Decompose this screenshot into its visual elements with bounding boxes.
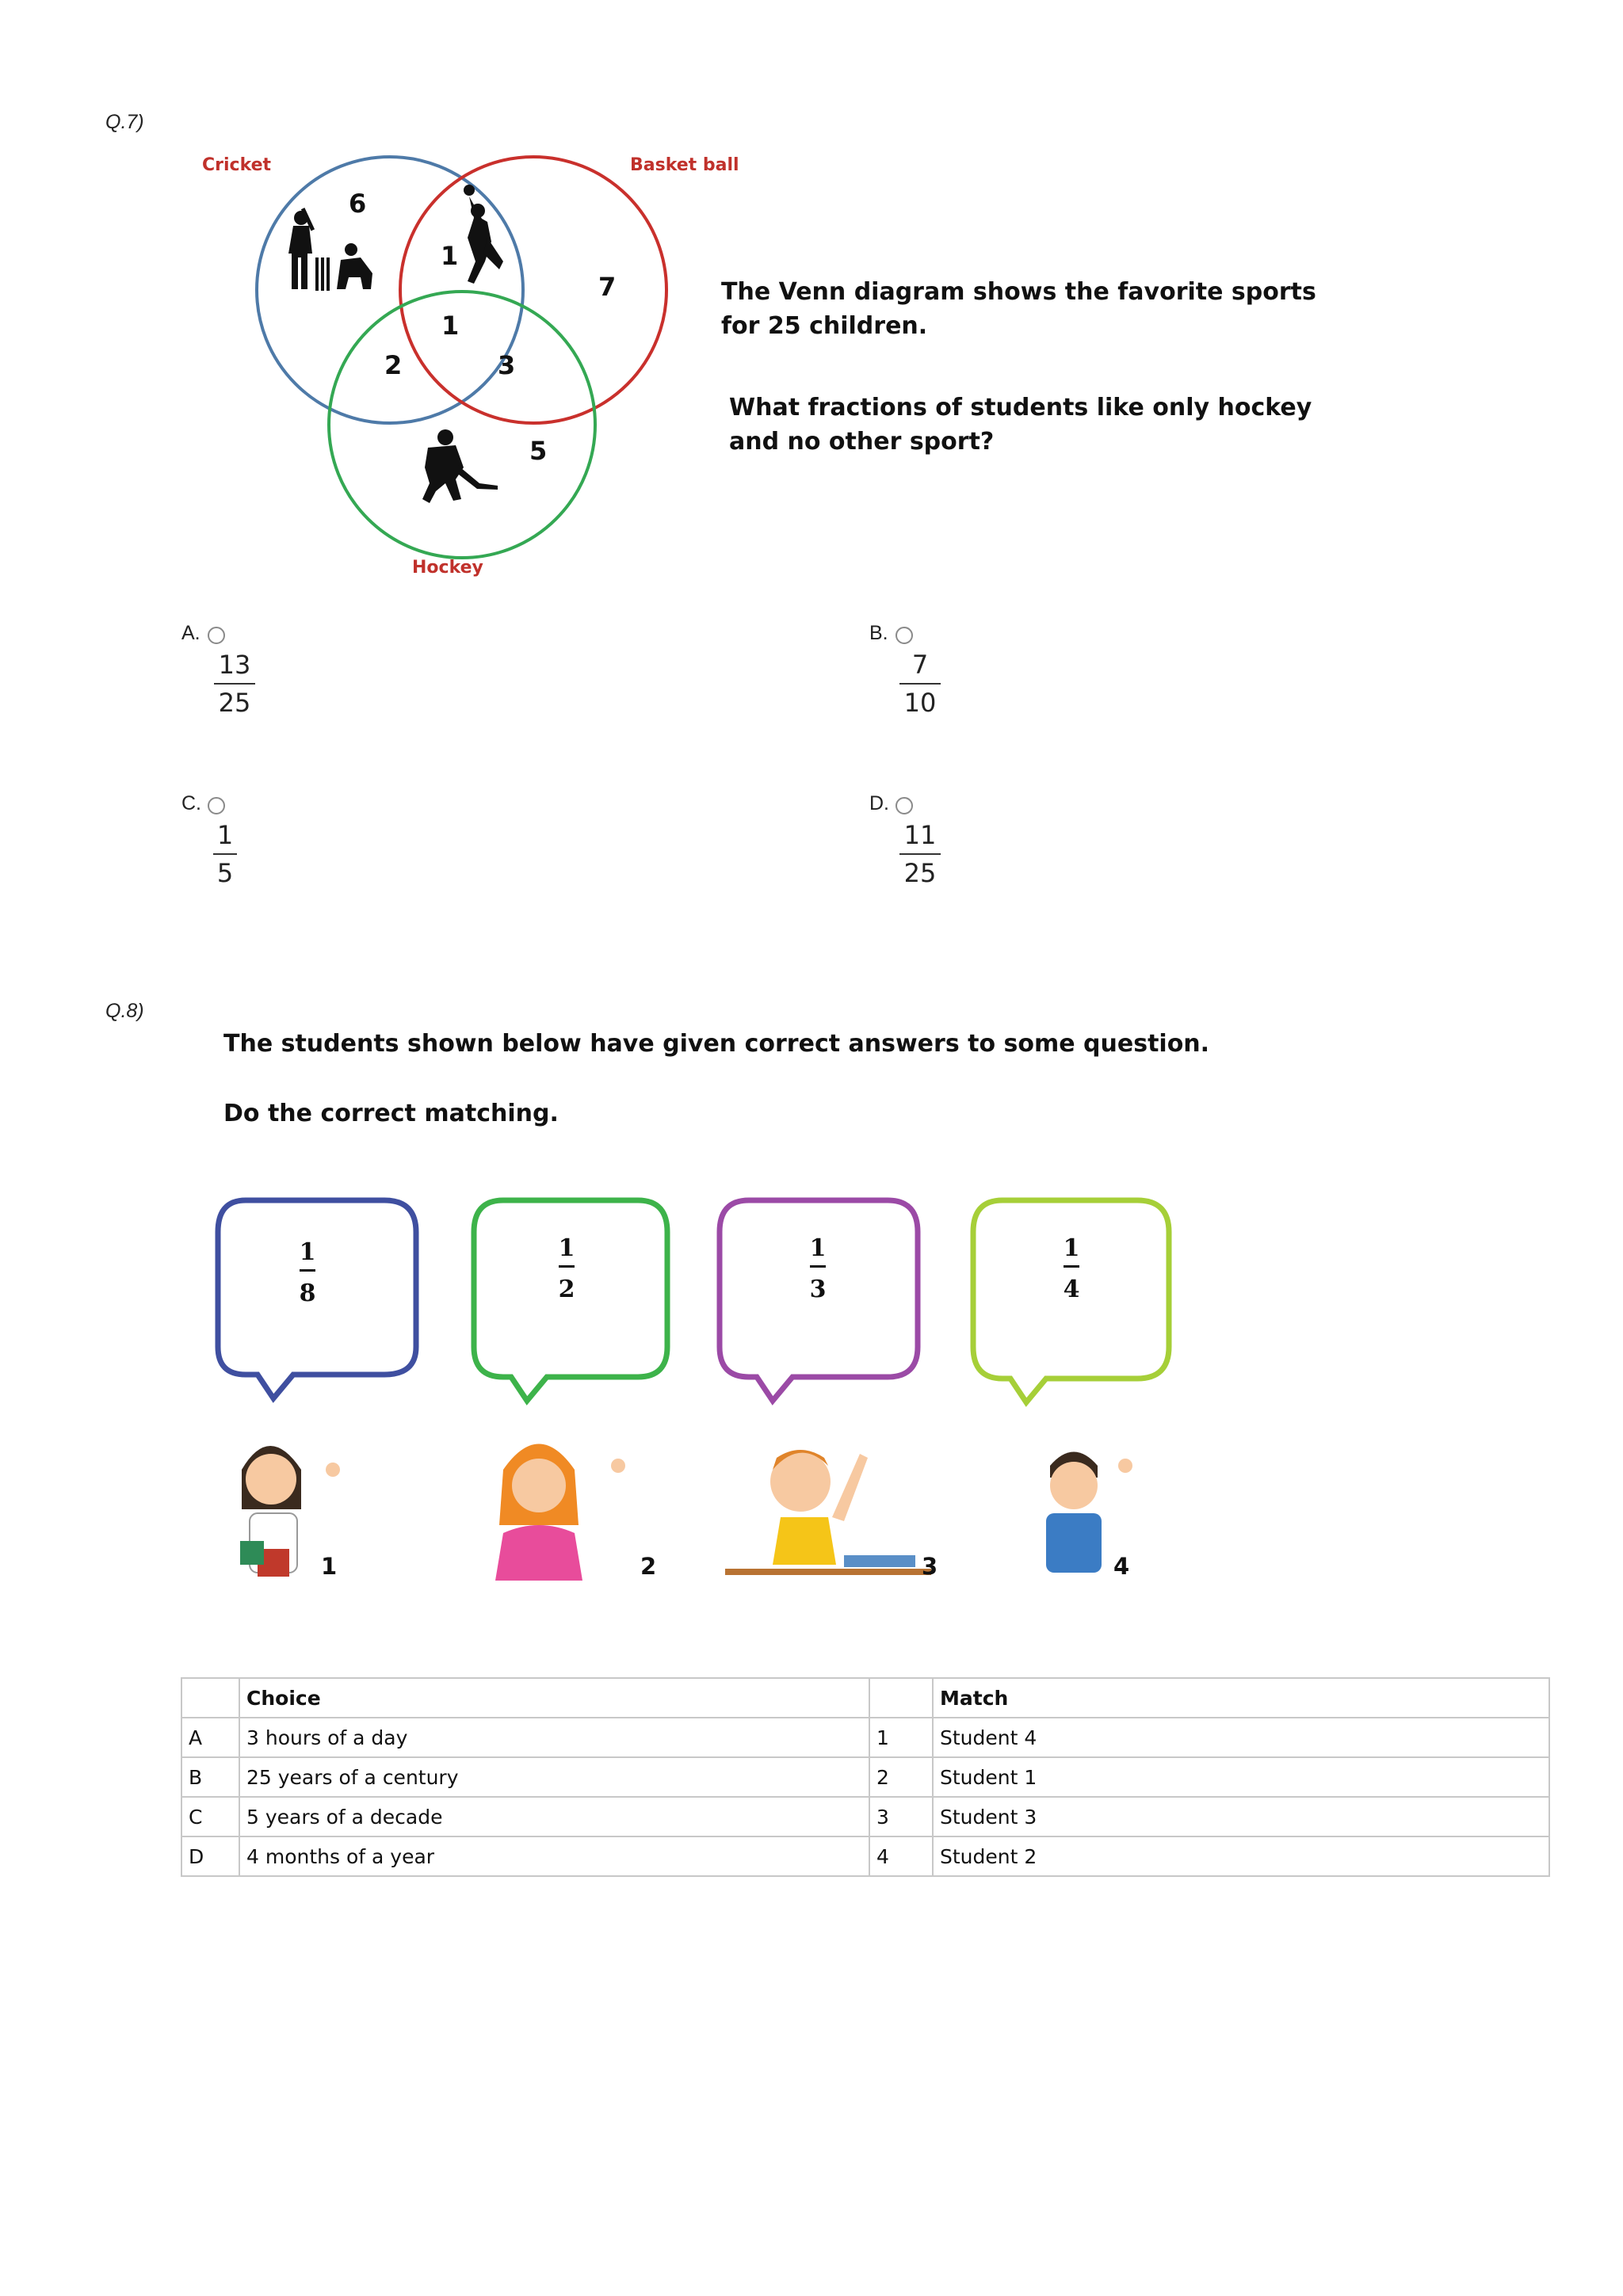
bubble-4-denominator: 4 [1063, 1276, 1080, 1303]
venn-statement [721, 275, 1316, 343]
row-choice: 25 years of a century [239, 1757, 869, 1797]
student-4-number: 4 [1113, 1553, 1130, 1580]
fraction-bar [1064, 1265, 1079, 1268]
option-d-fraction [899, 820, 941, 888]
fraction-bar [899, 683, 941, 685]
question-number-8: Q.8) [105, 1000, 144, 1022]
row-letter: D [181, 1836, 239, 1876]
student-2-number: 2 [640, 1553, 657, 1580]
table-cell [181, 1678, 239, 1718]
bubble-2-denominator: 2 [558, 1276, 575, 1303]
count-basketball-only: 7 [598, 272, 617, 302]
bubble-2-numerator: 1 [558, 1234, 575, 1262]
table-row [181, 1718, 1549, 1757]
bubble-3 [720, 1200, 918, 1401]
answer-bubbles [214, 1196, 1197, 1410]
count-basketball-hockey: 3 [498, 350, 516, 380]
bubble-1 [218, 1200, 416, 1398]
table-row [181, 1757, 1549, 1797]
match-header: Match [933, 1678, 1549, 1718]
option-a-letter: A. [181, 622, 200, 644]
row-letter: A [181, 1718, 239, 1757]
option-a-numerator: 13 [218, 650, 251, 680]
bubble-4-numerator: 1 [1063, 1234, 1080, 1262]
option-b-numerator: 7 [911, 650, 929, 680]
count-all-three: 1 [441, 311, 460, 341]
option-a-fraction [214, 650, 255, 718]
option-d-letter: D. [869, 792, 889, 814]
option-c-numerator: 1 [216, 820, 234, 850]
count-cricket-hockey: 2 [384, 350, 403, 380]
option-d-radio[interactable] [896, 797, 913, 814]
fraction-bar [559, 1265, 575, 1268]
option-a-radio[interactable] [208, 627, 225, 644]
hockey-player-icon [422, 429, 498, 503]
venn-question [729, 391, 1312, 459]
cricket-label: Cricket [202, 155, 272, 175]
row-choice: 5 years of a decade [239, 1797, 869, 1836]
hockey-label: Hockey [412, 558, 483, 578]
count-cricket-only: 6 [349, 189, 367, 219]
row-match: Student 1 [933, 1757, 1549, 1797]
student-2-icon [495, 1444, 625, 1581]
fraction-bar [213, 853, 237, 855]
option-b-radio[interactable] [896, 627, 913, 644]
q8-instruction-2: Do the correct matching. [223, 1100, 559, 1127]
venn-diagram [182, 143, 739, 586]
option-d-denominator: 25 [903, 858, 937, 888]
statement-line-2: for 25 children. [721, 312, 928, 340]
q8-instruction-1: The students shown below have given correct answers to some question. [223, 1030, 1210, 1058]
fraction-bar [810, 1265, 826, 1268]
cricket-circle [257, 157, 523, 423]
matching-table [181, 1677, 1550, 1877]
option-d-numerator: 11 [903, 820, 937, 850]
table-cell [869, 1678, 933, 1718]
basketball-circle [400, 157, 666, 423]
bubble-3-numerator: 1 [809, 1234, 827, 1262]
row-number: 2 [869, 1757, 933, 1797]
row-number: 4 [869, 1836, 933, 1876]
statement-line-1: The Venn diagram shows the favorite sports [721, 278, 1316, 306]
student-3-icon [725, 1450, 931, 1575]
row-number: 3 [869, 1797, 933, 1836]
option-b-fraction [899, 650, 941, 718]
table-header-row [181, 1678, 1549, 1718]
row-choice: 4 months of a year [239, 1836, 869, 1876]
fraction-bar [899, 853, 941, 855]
fraction-bar [300, 1269, 315, 1272]
option-a-denominator: 25 [218, 688, 251, 718]
basketball-label: Basket ball [630, 155, 739, 175]
count-cricket-basketball: 1 [441, 241, 459, 271]
row-match: Student 3 [933, 1797, 1549, 1836]
table-row [181, 1836, 1549, 1876]
option-c-radio[interactable] [208, 797, 225, 814]
count-hockey-only: 5 [529, 436, 548, 466]
bubble-2 [474, 1200, 667, 1401]
row-number: 1 [869, 1718, 933, 1757]
bubble-3-denominator: 3 [809, 1276, 827, 1303]
students-illustration [226, 1422, 1161, 1596]
question-number-7: Q.7) [105, 111, 144, 133]
student-3-number: 3 [922, 1553, 938, 1580]
bubble-1-numerator: 1 [299, 1238, 316, 1266]
option-c-denominator: 5 [216, 858, 234, 888]
cricket-player-icon [288, 208, 372, 291]
table-row [181, 1797, 1549, 1836]
option-b-denominator: 10 [903, 688, 937, 718]
row-letter: B [181, 1757, 239, 1797]
row-letter: C [181, 1797, 239, 1836]
option-b-letter: B. [869, 622, 888, 644]
option-c-fraction [213, 820, 237, 888]
choice-header: Choice [239, 1678, 869, 1718]
fraction-bar [214, 683, 255, 685]
row-match: Student 2 [933, 1836, 1549, 1876]
student-1-number: 1 [321, 1553, 338, 1580]
row-match: Student 4 [933, 1718, 1549, 1757]
question-line-2: and no other sport? [729, 428, 995, 456]
row-choice: 3 hours of a day [239, 1718, 869, 1757]
basketball-player-icon [464, 185, 503, 284]
bubble-4 [973, 1200, 1169, 1402]
option-c-letter: C. [181, 792, 201, 814]
question-line-1: What fractions of students like only hockey [729, 394, 1312, 421]
bubble-1-denominator: 8 [299, 1280, 316, 1307]
hockey-circle [329, 292, 595, 558]
